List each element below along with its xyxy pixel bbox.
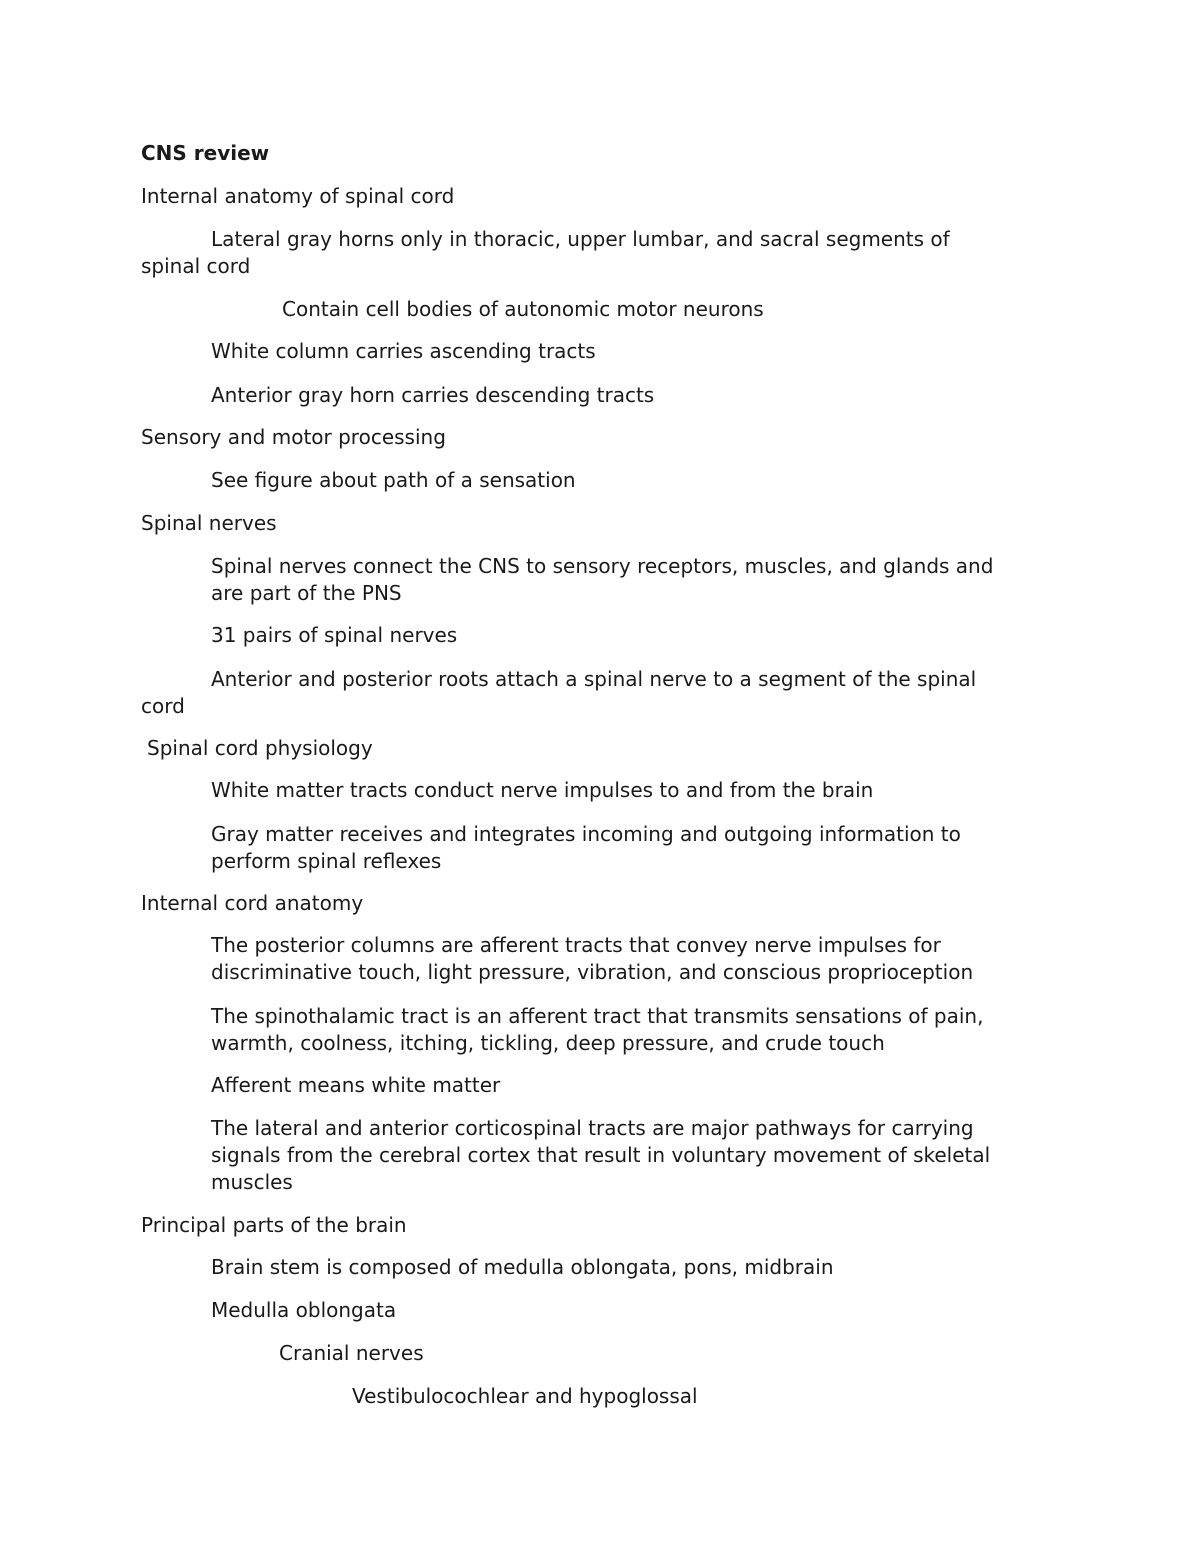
section-heading: Spinal cord physiology [147, 736, 373, 760]
text-line: Medulla oblongata [211, 1298, 397, 1322]
text-line: signals from the cerebral cortex that result in voluntary movement of skeletal [211, 1143, 991, 1167]
section-heading: Internal anatomy of spinal cord [141, 184, 455, 208]
section-heading: Principal parts of the brain [141, 1213, 407, 1237]
text-line: discriminative touch, light pressure, vibration, and conscious proprioception [211, 960, 974, 984]
text-line: cord [141, 694, 185, 718]
section-heading: Sensory and motor processing [141, 425, 446, 449]
text-line: Gray matter receives and integrates incoming and outgoing information to [211, 822, 961, 846]
document-title: CNS review [141, 141, 270, 165]
text-line: Cranial nerves [279, 1341, 424, 1365]
text-line: See figure about path of a sensation [211, 468, 576, 492]
text-line: 31 pairs of spinal nerves [211, 623, 458, 647]
text-line: Lateral gray horns only in thoracic, upper lumbar, and sacral segments of [211, 227, 950, 251]
text-line: Anterior gray horn carries descending tracts [211, 383, 655, 407]
section-heading: Internal cord anatomy [141, 891, 364, 915]
text-line: The posterior columns are afferent tracts that convey nerve impulses for [211, 933, 941, 957]
text-line: The lateral and anterior corticospinal tracts are major pathways for carrying [211, 1116, 974, 1140]
text-line: The spinothalamic tract is an afferent tract that transmits sensations of pain, [211, 1004, 984, 1028]
text-line: muscles [211, 1170, 293, 1194]
text-line: Spinal nerves connect the CNS to sensory receptors, muscles, and glands and [211, 554, 994, 578]
text-line: Brain stem is composed of medulla oblongata, pons, midbrain [211, 1255, 834, 1279]
text-line: Contain cell bodies of autonomic motor neurons [282, 297, 764, 321]
text-line: perform spinal reflexes [211, 849, 442, 873]
text-line: White column carries ascending tracts [211, 339, 596, 363]
section-heading: Spinal nerves [141, 511, 277, 535]
text-line: Vestibulocochlear and hypoglossal [352, 1384, 698, 1408]
text-line: spinal cord [141, 254, 251, 278]
text-line: Afferent means white matter [211, 1073, 501, 1097]
text-line: Anterior and posterior roots attach a spinal nerve to a segment of the spinal [211, 667, 977, 691]
text-line: warmth, coolness, itching, tickling, deep pressure, and crude touch [211, 1031, 885, 1055]
text-line: are part of the PNS [211, 581, 402, 605]
text-line: White matter tracts conduct nerve impulses to and from the brain [211, 778, 874, 802]
